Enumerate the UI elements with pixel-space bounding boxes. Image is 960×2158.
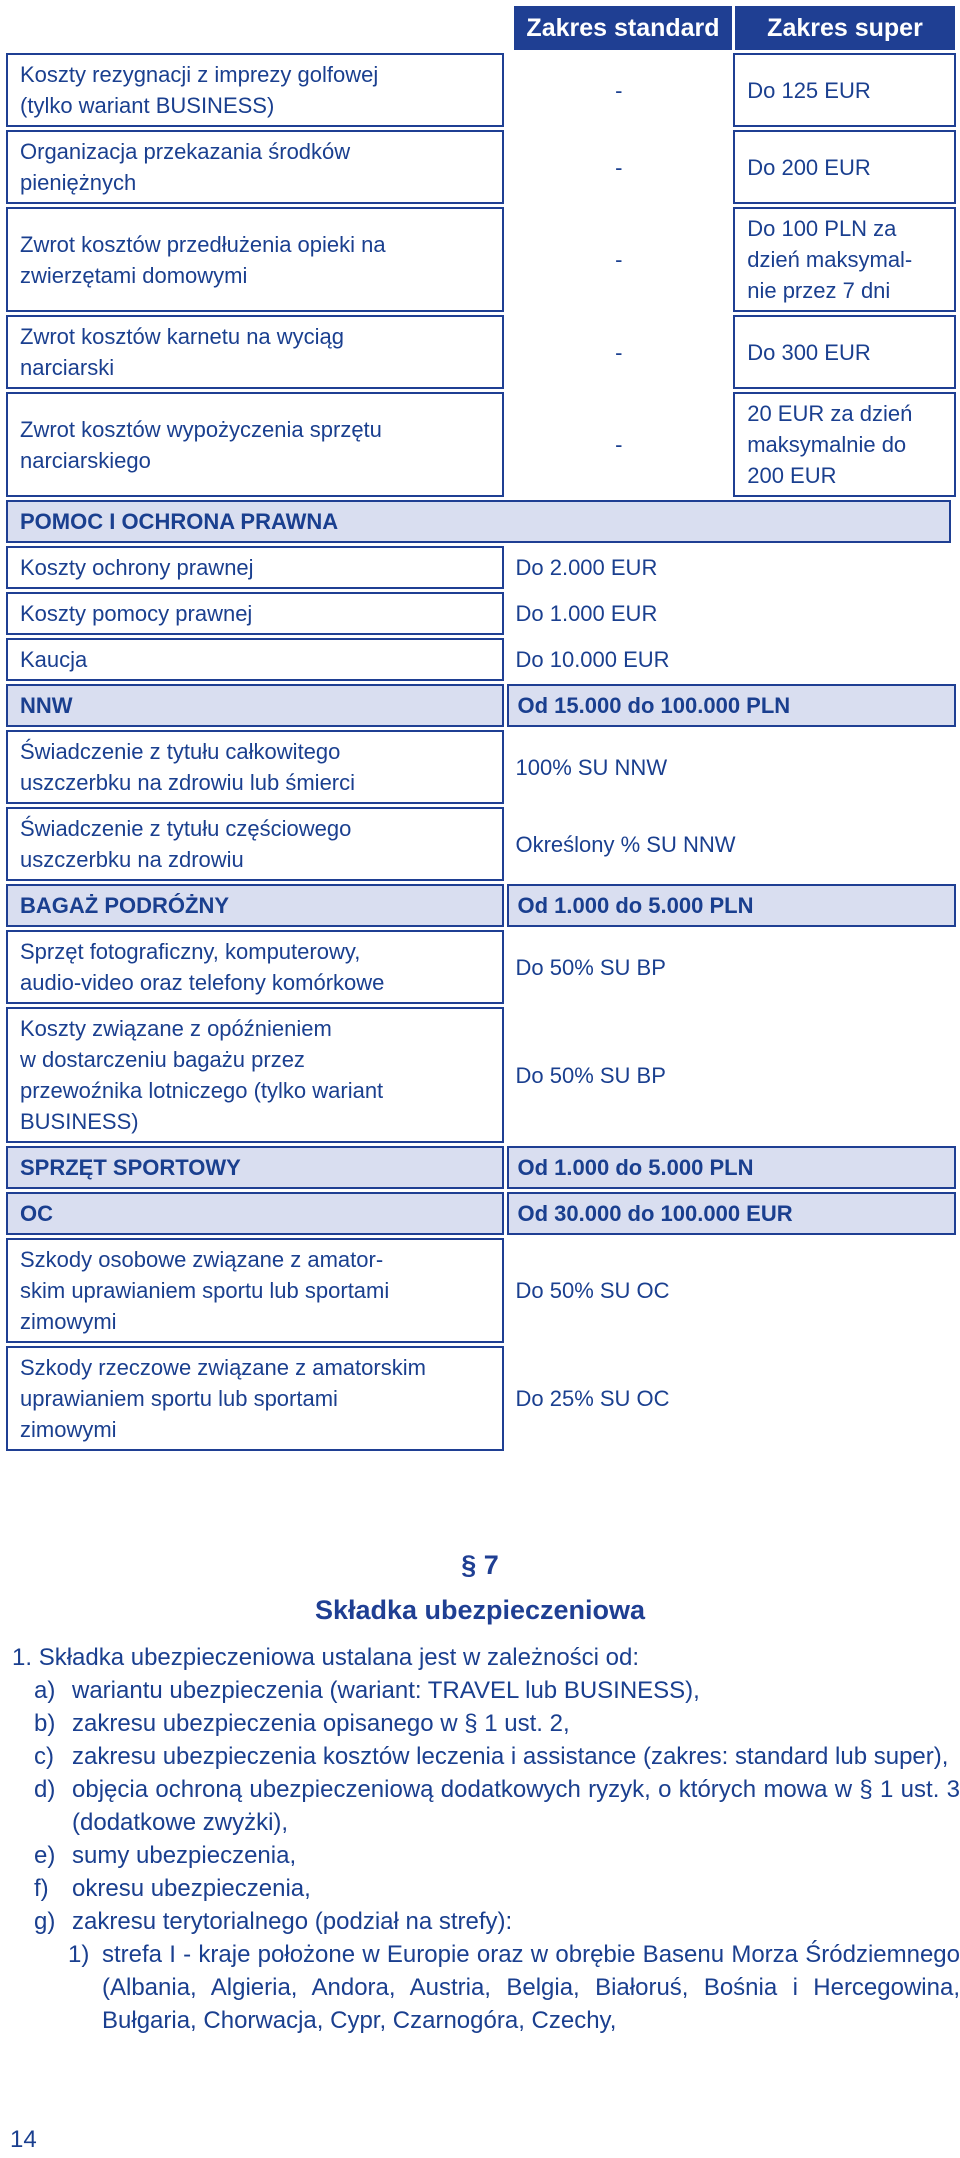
- row-label: [6, 546, 504, 589]
- paragraph-1-text: Składka ubezpieczeniowa ustalana jest w zależności od:: [38, 1644, 640, 1671]
- table-row: [6, 635, 956, 681]
- list-item-text: zakresu terytorialnego (podział na strefy):: [72, 1908, 513, 1935]
- row-label-text: Szkody rzeczowe związane z amatorskim uprawianiem sportu lub sportami zimowymi: [20, 1355, 426, 1442]
- super-value-text: Do 100 PLN za dzień maksymal- nie przez 7 dni: [747, 216, 913, 303]
- list-item: [12, 1839, 960, 1872]
- row-label: [6, 207, 504, 312]
- row-label-text: Zwrot kosztów wypożyczenia sprzętu narciarskiego: [20, 416, 382, 473]
- list-item: [12, 1674, 960, 1707]
- row-label-text: Szkody osobowe związane z amator- skim uprawianiem sportu lub sportami zimowymi: [20, 1247, 390, 1334]
- premium-paragraphs: [12, 1595, 960, 2037]
- paragraph-1-number: 1.: [12, 1644, 33, 1671]
- super-value: [733, 392, 956, 497]
- coverage-table: [6, 6, 956, 1451]
- table-row: [6, 127, 956, 204]
- row-label-text: Zwrot kosztów karnetu na wyciąg narciarski: [20, 324, 345, 380]
- list-item-label: f): [34, 1875, 49, 1902]
- standard-value: -: [615, 247, 623, 272]
- list-item-label: g): [34, 1908, 56, 1935]
- table-row: [6, 589, 956, 635]
- list-item: [12, 1740, 960, 1773]
- section-number: § 7: [461, 1550, 499, 1580]
- page-number: 14: [10, 2126, 37, 2153]
- list-item-text: wariantu ubezpieczenia (wariant: TRAVEL lub BUSINESS),: [72, 1677, 700, 1704]
- row-label: [6, 130, 504, 204]
- list-item-text: sumy ubezpieczenia,: [72, 1842, 297, 1869]
- section-sprzet-value: Od 1.000 do 5.000 PLN: [507, 1146, 956, 1189]
- row-value: Do 1.000 EUR: [515, 601, 658, 626]
- table-row: [6, 927, 956, 1004]
- row-value: Do 50% SU OC: [515, 1278, 670, 1303]
- table-row: [6, 804, 956, 881]
- section-sprzet-row: [6, 1143, 956, 1189]
- row-label: [6, 807, 504, 881]
- table-row: [6, 543, 956, 589]
- row-value: Określony % SU NNW: [515, 831, 736, 857]
- list-item: [12, 1905, 960, 1938]
- table-row: [6, 1004, 956, 1143]
- row-label-text: Świadczenie z tytułu częściowego uszczerbku na zdrowiu: [20, 816, 352, 872]
- row-label-text: Świadczenie z tytułu całkowitego uszczerbku na zdrowiu lub śmierci: [20, 739, 356, 795]
- section-pomoc-row: [6, 497, 956, 543]
- standard-value: -: [615, 432, 623, 457]
- row-value: Do 2.000 EUR: [515, 555, 658, 580]
- list-item-label: c): [34, 1743, 54, 1770]
- table-row: [6, 727, 956, 804]
- list-item-label: e): [34, 1842, 56, 1869]
- row-label-text: Zwrot kosztów przedłużenia opieki na zwierzętami domowymi: [20, 231, 386, 288]
- row-value: 100% SU NNW: [515, 754, 668, 780]
- paragraph-1: [12, 1641, 960, 1674]
- super-value-text: 20 EUR za dzień maksymalnie do 200 EUR: [747, 401, 913, 488]
- row-value: Do 50% SU BP: [515, 954, 666, 980]
- section-oc-label: OC: [6, 1192, 504, 1235]
- row-label-text: Koszty pomocy prawnej: [20, 601, 253, 626]
- row-label: [6, 592, 504, 635]
- row-label-text: Koszty rezygnacji z imprezy golfowej (tylko wariant BUSINESS): [20, 62, 379, 118]
- row-label: [6, 638, 504, 681]
- section-bagaz-row: [6, 881, 956, 927]
- list-item-text: zakresu ubezpieczenia kosztów leczenia i assistance (zakres: standard lub super),: [72, 1743, 949, 1770]
- section-nnw-value: Od 15.000 do 100.000 PLN: [507, 684, 956, 727]
- table-header: [6, 6, 956, 50]
- super-value-text: Do 300 EUR: [747, 339, 871, 365]
- super-value: [733, 53, 956, 127]
- row-label-text: Koszty związane z opóźnieniem w dostarczeniu bagażu przez przewoźnika lotniczego (tylko wariant BUSINESS): [20, 1016, 384, 1134]
- section-oc-value: Od 30.000 do 100.000 EUR: [507, 1192, 956, 1235]
- standard-value: -: [615, 339, 623, 365]
- sub-item-1-label: 1): [68, 1941, 90, 1968]
- super-value: [733, 207, 956, 312]
- sub-item-1: [12, 1938, 960, 2037]
- row-label: [6, 1238, 504, 1343]
- row-label: [6, 930, 504, 1004]
- row-label-text: Organizacja przekazania środków pieniężnych: [20, 139, 351, 195]
- table-row: [6, 1343, 956, 1451]
- row-label: [6, 315, 504, 389]
- section-oc-row: [6, 1189, 956, 1235]
- row-label-text: Koszty ochrony prawnej: [20, 555, 254, 580]
- table-row: [6, 1235, 956, 1343]
- super-value: [733, 130, 956, 204]
- table-row: [6, 204, 956, 312]
- row-value: Do 10.000 EUR: [515, 647, 670, 672]
- list-item-text: objęcia ochroną ubezpieczeniową dodatkowych ryzyk, o których mowa w § 1 ust. 3 (dodatkowe zwyżki),: [72, 1776, 960, 1836]
- super-value: [733, 315, 956, 389]
- sub-item-1-text: strefa I - kraje położone w Europie oraz w obrębie Basenu Morza Śródziemnego (Albania, Algieria, Andora, Austria, Belgia, Białoruś, Bośnia i Hercegowina, Bułgaria, Chorwacja, Cypr, Czarnogóra, Czechy,: [102, 1941, 960, 2034]
- section-pomoc-label: POMOC I OCHRONA PRAWNA: [6, 500, 951, 543]
- table-row: [6, 50, 956, 127]
- section-bagaz-value: Od 1.000 do 5.000 PLN: [507, 884, 956, 927]
- list-item: [12, 1773, 960, 1839]
- super-value-text: Do 125 EUR: [747, 77, 871, 103]
- standard-value: -: [615, 77, 623, 103]
- row-label-text: Sprzęt fotograficzny, komputerowy, audio-video oraz telefony komórkowe: [20, 939, 385, 995]
- row-label: [6, 1346, 504, 1451]
- list-item: [12, 1707, 960, 1740]
- list-item-label: d): [34, 1776, 56, 1803]
- section-nnw-row: [6, 681, 956, 727]
- table-row: [6, 312, 956, 389]
- list-item: [12, 1872, 960, 1905]
- row-value: Do 50% SU BP: [515, 1062, 666, 1088]
- header-standard: Zakres standard: [514, 6, 732, 50]
- section-sprzet-label: SPRZĘT SPORTOWY: [6, 1146, 504, 1189]
- header-super: Zakres super: [735, 6, 955, 50]
- table-row: [6, 389, 956, 497]
- row-label-text: Kaucja: [20, 647, 88, 672]
- super-value-text: Do 200 EUR: [747, 154, 871, 180]
- section-nnw-label: NNW: [6, 684, 504, 727]
- list-item-text: okresu ubezpieczenia,: [72, 1875, 311, 1902]
- section-bagaz-label: BAGAŻ PODRÓŻNY: [6, 884, 504, 927]
- row-label: [6, 1007, 504, 1143]
- row-label: [6, 392, 504, 497]
- list-item-text: zakresu ubezpieczenia opisanego w § 1 ust. 2,: [72, 1710, 570, 1737]
- row-label: [6, 53, 504, 127]
- row-label: [6, 730, 504, 804]
- section-title: Składka ubezpieczeniowa: [314, 1595, 646, 1625]
- standard-value: -: [615, 154, 623, 180]
- list-item-label: b): [34, 1710, 56, 1737]
- list-item-label: a): [34, 1677, 56, 1704]
- row-value: Do 25% SU OC: [515, 1386, 670, 1411]
